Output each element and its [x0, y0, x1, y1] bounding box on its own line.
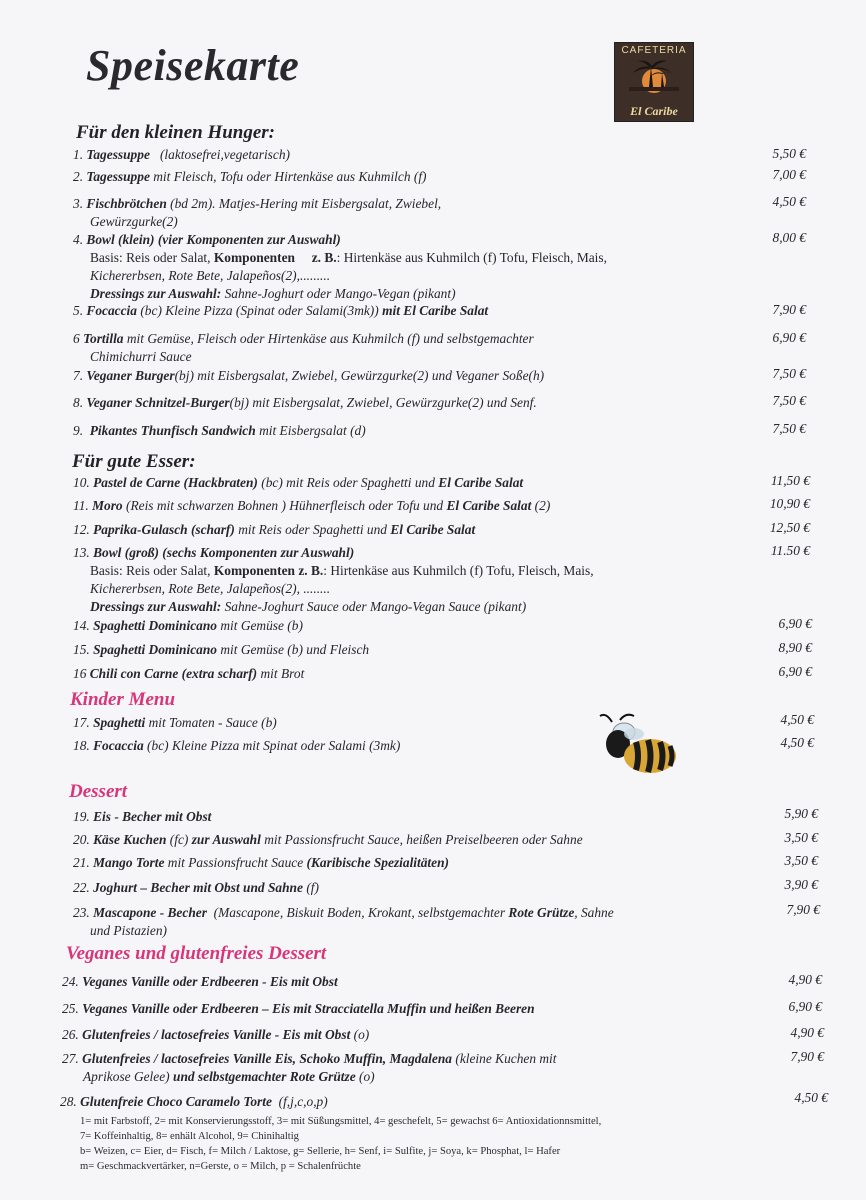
item-price-6: 6,90 € [772, 330, 806, 345]
menu-item-1 [73, 146, 743, 164]
allergen-footnotes [80, 1114, 720, 1174]
item-desc-tail: , Sahne [574, 905, 614, 920]
menu-item-23 [73, 904, 743, 940]
item-price-10: 11,50 € [770, 473, 810, 488]
item-number: 26. [62, 1027, 79, 1042]
item-number: 15. [73, 642, 90, 657]
bee-icon [598, 712, 682, 778]
item-desc-bold: El Caribe Salat [390, 522, 476, 537]
item-number: 28. [60, 1094, 77, 1109]
item-price-2: 7,00 € [772, 167, 806, 182]
menu-item-15 [73, 641, 743, 659]
item-name: Tagessuppe [86, 169, 150, 184]
footnote-line: m= Geschmackvertärker, n=Gerste, o = Milch, p = Schalenfrüchte [80, 1161, 361, 1172]
item-name: Bowl (groß) (sechs Komponenten zur Auswahl) [93, 545, 355, 560]
item-name: Glutenfreies / lactosefreies Vanille - Eis mit Obst [82, 1027, 351, 1042]
item-name: Spaghetti Dominicano [93, 618, 217, 633]
item-price-1: 5,50 € [772, 146, 806, 161]
item-desc: (fc) [169, 832, 189, 847]
menu-item-2 [73, 168, 743, 186]
item-number: 12. [73, 522, 90, 537]
item-price-22: 3,90 € [784, 877, 818, 892]
item-price-14: 6,90 € [778, 616, 812, 631]
item-price-27: 7,90 € [790, 1049, 824, 1064]
logo-bottom-text: El Caribe [630, 104, 678, 118]
item-desc: mit Gemüse, Fleisch oder Hirtenkäse aus Kuhmilch (f) und selbstgemachter [126, 331, 534, 346]
item-desc: (bj) mit Eisbergsalat, Zwiebel, Gewürzgurke(2) und Senf. [229, 395, 537, 410]
bowl-basis-cont: Kichererbsen, Rote Bete, Jalapeños(2), ........ [90, 581, 331, 596]
item-number: 6 [73, 331, 80, 346]
item-number: 19. [73, 809, 90, 824]
item-price-23: 7,90 € [786, 902, 820, 917]
item-number: 1. [73, 147, 84, 162]
menu-item-12 [73, 521, 743, 539]
bowl-basis-cont: Kichererbsen, Rote Bete, Jalapeños(2),......... [90, 268, 331, 283]
item-number: 27. [62, 1051, 79, 1066]
menu-item-16 [73, 665, 743, 683]
item-name: Paprika-Gulasch (scharf) [93, 522, 235, 537]
footnote-line: 7= Koffeinhaltig, 8= enhält Alcohol, 9= Chinihaltig [80, 1131, 299, 1142]
item-desc-bold: (Karibische Spezialitäten) [306, 855, 449, 870]
item-number: 23. [73, 905, 90, 920]
menu-item-28 [60, 1093, 730, 1111]
menu-item-19 [73, 808, 743, 826]
menu-item-14 [73, 617, 743, 635]
item-price-12: 12,50 € [769, 520, 810, 535]
item-name: Mango Torte [93, 855, 165, 870]
palm-sunset-icon [629, 57, 679, 103]
item-desc: mit Reis oder Spaghetti und [238, 522, 387, 537]
item-desc-bold: Rote Grütze [508, 905, 575, 920]
menu-item-13 [73, 544, 743, 616]
item-number: 17. [73, 715, 90, 730]
item-desc: mit Gemüse (b) [220, 618, 303, 633]
item-price-15: 8,90 € [778, 640, 812, 655]
item-number: 20. [73, 832, 90, 847]
item-name: Veganer Burger [86, 368, 175, 383]
menu-item-27 [62, 1050, 732, 1086]
menu-item-24 [62, 973, 732, 991]
item-price-11: 10,90 € [769, 496, 810, 511]
item-number: 5. [73, 303, 84, 318]
item-desc: (bc) Kleine Pizza mit Spinat oder Salami (3mk) [147, 738, 401, 753]
item-price-18: 4,50 € [780, 735, 814, 750]
item-price-28: 4,50 € [794, 1090, 828, 1105]
item-desc-tail: (2) [534, 498, 551, 513]
footnote-line: b= Weizen, c= Eier, d= Fisch, f= Milch / Laktose, g= Sellerie, h= Senf, i= Sulfite, j= Soya, k= Phosphat, l= Hafer [80, 1146, 561, 1157]
item-name: Glutenfreies / lactosefreies Vanille Eis, Schoko Muffin, Magdalena [82, 1051, 452, 1066]
item-number: 8. [73, 395, 84, 410]
item-name: Veganer Schnitzel-Burger [86, 395, 230, 410]
section-heading-kids: Kinder Menu [70, 689, 176, 710]
item-price-13: 11.50 € [770, 543, 810, 558]
menu-item-26 [62, 1026, 732, 1044]
menu-item-4 [73, 231, 743, 303]
item-name: Fischbrötchen [86, 196, 167, 211]
item-number: 16 [73, 666, 87, 681]
item-name: Tagessuppe [86, 147, 150, 162]
bowl-basis: Basis: Reis oder Salat, Komponenten z. B.: Hirtenkäse aus Kuhmilch (f) Tofu, Fleisch, Mais, [90, 563, 594, 578]
item-desc-cont: und Pistazien) [90, 923, 167, 938]
item-price-7: 7,50 € [772, 366, 806, 381]
logo-top-text: CAFETERIA [621, 45, 687, 56]
item-name: Focaccia [93, 738, 144, 753]
menu-item-5 [73, 302, 743, 320]
item-price-21: 3,50 € [784, 853, 818, 868]
item-name: Glutenfreie Choco Caramelo Torte [80, 1094, 272, 1109]
item-name: Focaccia [86, 303, 137, 318]
item-price-17: 4,50 € [780, 712, 814, 727]
item-number: 22. [73, 880, 90, 895]
item-price-26: 4,90 € [790, 1025, 824, 1040]
item-desc: (bd 2m). Matjes-Hering mit Eisbergsalat, Zwiebel, [170, 196, 442, 211]
page-title: Speisekarte [86, 41, 300, 90]
cafe-logo [614, 42, 694, 122]
item-name: Veganes Vanille oder Erdbeeren – Eis mit Stracciatella Muffin und heißen Beeren [82, 1001, 535, 1016]
item-price-4: 8,00 € [772, 230, 806, 245]
item-desc-tail: mit Passionsfrucht Sauce, heißen Preiselbeeren oder Sahne [264, 832, 583, 847]
item-desc: (laktosefrei,vegetarisch) [159, 147, 290, 162]
item-number: 24. [62, 974, 79, 989]
menu-item-25 [62, 1000, 762, 1018]
item-number: 3. [73, 196, 84, 211]
item-name: Mascapone - Becher [93, 905, 207, 920]
item-price-3: 4,50 € [772, 194, 806, 209]
item-desc: mit Tomaten - Sauce (b) [148, 715, 277, 730]
bowl-basis: Basis: Reis oder Salat, Komponenten z. B.: Hirtenkäse aus Kuhmilch (f) Tofu, Fleisch, Mais, [90, 250, 607, 265]
item-number: 13. [73, 545, 90, 560]
bowl-dressings: Dressings zur Auswahl: Sahne-Joghurt Sauce oder Mango-Vegan Sauce (pikant) [90, 599, 527, 614]
item-name: Käse Kuchen [93, 832, 167, 847]
item-desc-bold: und selbstgemachter Rote Grütze [173, 1069, 356, 1084]
item-number: 11. [73, 498, 89, 513]
item-number: 25. [62, 1001, 79, 1016]
item-desc: (bc) mit Reis oder Spaghetti und [261, 475, 435, 490]
item-number: 18. [73, 738, 90, 753]
item-name: Joghurt – Becher mit Obst und Sahne [93, 880, 303, 895]
item-price-24: 4,90 € [788, 972, 822, 987]
item-number: 4. [73, 232, 84, 247]
menu-item-6 [73, 330, 743, 366]
item-desc: (f,j,c,o,p) [278, 1094, 328, 1109]
item-desc: mit Passionsfrucht Sauce [167, 855, 304, 870]
item-name: Spaghetti [93, 715, 146, 730]
item-price-8: 7,50 € [772, 393, 806, 408]
item-desc: (o) [353, 1027, 370, 1042]
item-name: Chili con Carne (extra scharf) [89, 666, 258, 681]
item-number: 9. [73, 423, 84, 438]
item-number: 2. [73, 169, 84, 184]
item-desc: mit Gemüse (b) und Fleisch [220, 642, 370, 657]
item-name: Pikantes Thunfisch Sandwich [89, 423, 256, 438]
menu-item-8 [73, 394, 743, 412]
item-name: Pastel de Carne (Hackbraten) [93, 475, 258, 490]
item-desc-bold: zur Auswahl [191, 832, 261, 847]
item-desc: (Mascapone, Biskuit Boden, Krokant, selbstgemachter [213, 905, 506, 920]
item-price-20: 3,50 € [784, 830, 818, 845]
menu-item-20 [73, 831, 743, 849]
item-price-5: 7,90 € [772, 302, 806, 317]
item-desc: (bj) mit Eisbergsalat, Zwiebel, Gewürzgurke(2) und Veganer Soße(h) [174, 368, 545, 383]
item-name: Moro [92, 498, 123, 513]
item-name: Eis - Becher mit Obst [93, 809, 212, 824]
bowl-dressings: Dressings zur Auswahl: Sahne-Joghurt oder Mango-Vegan (pikant) [90, 286, 456, 301]
section-heading-dessert: Dessert [69, 781, 128, 802]
menu-item-11 [73, 497, 743, 515]
menu-item-3 [73, 195, 743, 231]
item-number: 14. [73, 618, 90, 633]
item-desc: mit Eisbergsalat (d) [259, 423, 366, 438]
menu-item-9 [73, 422, 743, 440]
item-name: Spaghetti Dominicano [93, 642, 217, 657]
menu-item-22 [73, 879, 743, 897]
item-number: 7. [73, 368, 84, 383]
item-price-9: 7,50 € [772, 421, 806, 436]
item-desc-tail: (o) [359, 1069, 375, 1084]
item-desc: (kleine Kuchen mit [455, 1051, 557, 1066]
item-name: Tortilla [83, 331, 124, 346]
item-desc-bold: mit El Caribe Salat [382, 303, 489, 318]
item-number: 21. [73, 855, 90, 870]
item-price-16: 6,90 € [778, 664, 812, 679]
item-desc-bold: El Caribe Salat [446, 498, 532, 513]
menu-item-21 [73, 854, 743, 872]
menu-item-10 [73, 474, 743, 492]
item-desc-cont: Gewürzgurke(2) [90, 214, 178, 229]
item-price-25: 6,90 € [788, 999, 822, 1014]
menu-item-7 [73, 367, 743, 385]
item-name: Veganes Vanille oder Erdbeeren - Eis mit Obst [82, 974, 338, 989]
item-desc: mit Fleisch, Tofu oder Hirtenkäse aus Kuhmilch (f) [153, 169, 427, 184]
item-desc: (bc) Kleine Pizza (Spinat oder Salami(3mk)) [140, 303, 379, 318]
item-price-19: 5,90 € [784, 806, 818, 821]
item-desc-cont: Chimichurri Sauce [90, 349, 192, 364]
footnote-line: 1= mit Farbstoff, 2= mit Konservierungsstoff, 3= mit Süßungsmittel, 4= geschefelt, 5= gewachst 6= Antioxidationnsmittel, [80, 1116, 602, 1127]
item-desc: (f) [306, 880, 319, 895]
item-desc: (Reis mit schwarzen Bohnen ) Hühnerfleisch oder Tofu und [125, 498, 444, 513]
item-desc-cont: Aprikose Gelee) [83, 1069, 170, 1084]
item-name: Bowl (klein) (vier Komponenten zur Auswahl) [86, 232, 341, 247]
section-heading-big: Für gute Esser: [72, 451, 196, 472]
item-desc: mit Brot [260, 666, 305, 681]
item-desc-bold: El Caribe Salat [438, 475, 524, 490]
section-heading-small: Für den kleinen Hunger: [76, 122, 276, 143]
section-heading-vegan: Veganes und glutenfreies Dessert [66, 943, 327, 964]
item-number: 10. [73, 475, 90, 490]
